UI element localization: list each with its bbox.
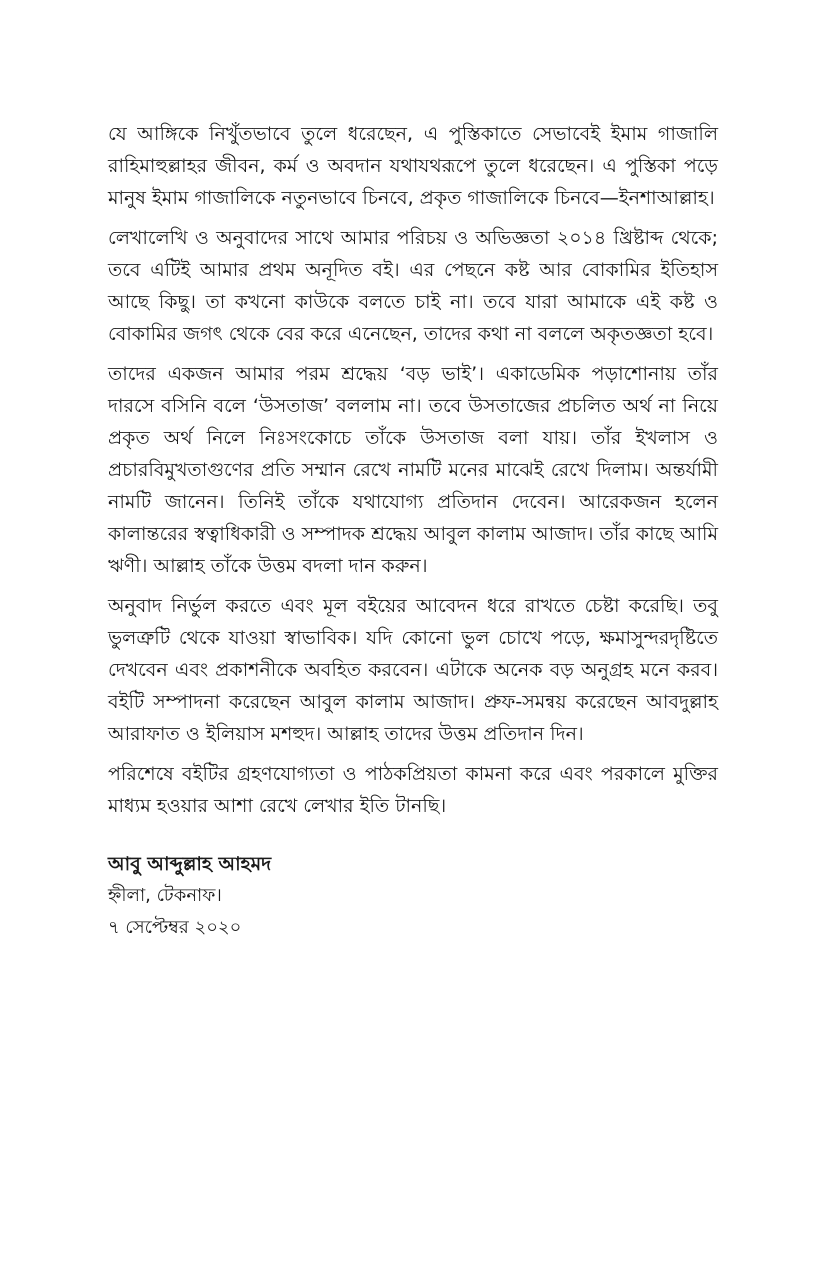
paragraph-closing: পরিশেষে বইটির গ্রহণযোগ্যতা ও পাঠকপ্রিয়তা কামনা করে এবং পরকালে মুক্তির মাধ্যম হওয়ার আশা রেখে লেখার ইতি টানছি। xyxy=(108,763,718,817)
translator-note xyxy=(108,118,718,944)
paragraph-acknowledgement: তাদের একজন আমার পরম শ্রদ্ধেয় ‘বড় ভাই’। একাডেমিক পড়াশোনায় তাঁর দারসে বসিনি বলে ‘উসতাজ’ বললাম না। তবে উসতাজের প্রচলিত অর্থ না নিয়ে প্রকৃত অর্থ নিলে নিঃসংকোচে তাঁকে উসতাজ বলা যায়। তাঁর ইখলাস ও প্রচারবিমুখতাগুণের প্রতি সম্মান রেখে নামটি মনের মাঝেই রেখে দিলাম। অন্তর্যামী নামটি জানেন। তিনিই তাঁকে যথাযোগ্য প্রতিদান দেবেন। আরেকজন হলেন কালান্তরের স্বত্বাধিকারী ও সম্পাদক শ্রদ্ধেয় আবুল কালাম আজাদ। তাঁর কাছে আমি ঋণী। আল্লাহ তাঁকে উত্তম বদলা দান করুন। xyxy=(108,363,718,577)
author-name: আবু আব্দুল্লাহ আহমদ xyxy=(108,853,272,875)
paragraph-translation-experience: লেখালেখি ও অনুবাদের সাথে আমার পরিচয় ও অভিজ্ঞতা ২০১৪ খ্রিষ্টাব্দ থেকে; তবে এটিই আমার প্রথম অনূদিত বই। এর পেছনে কষ্ট আর বোকামির ইতিহাস আছে কিছু। তা কখনো কাউকে বলতে চাই না। তবে যারা আমাকে এই কষ্ট ও বোকামির জগৎ থেকে বের করে এনেছেন, তাদের কথা না বললে অকৃতজ্ঞতা হবে। xyxy=(108,227,718,345)
paragraph-errors-and-editing: অনুবাদ নির্ভুল করতে এবং মূল বইয়ের আবেদন ধরে রাখতে চেষ্টা করেছি। তবু ভুলত্রুটি থেকে যাওয়া স্বাভাবিক। যদি কোনো ভুল চোখে পড়ে, ক্ষমাসুন্দরদৃষ্টিতে দেখবেন এবং প্রকাশনীকে অবহিত করবেন। এটাকে অনেক বড় অনুগ্রহ মনে করব। বইটি সম্পাদনা করেছেন আবুল কালাম আজাদ। প্রুফ-সমন্বয় করেছেন আবদুল্লাহ আরাফাত ও ইলিয়াস মশহুদ। আল্লাহ তাদের উত্তম প্রতিদান দিন। xyxy=(108,595,718,745)
signature-date: ৭ সেপ্টেম্বর ২০২০ xyxy=(108,917,242,938)
paragraph-intro-continuation: যে আঙ্গিকে নিখুঁতভাবে তুলে ধরেছেন, এ পুস্তিকাতে সেভাবেই ইমাম গাজালি রাহিমাহুল্লাহর জীবন, কর্ম ও অবদান যথাযথরূপে তুলে ধরেছেন। এ পুস্তিকা পড়ে মানুষ ইমাম গাজালিকে নতুনভাবে চিনবে, প্রকৃত গাজালিকে চিনবে—ইনশাআল্লাহ। xyxy=(108,123,718,209)
author-place: হ্নীলা, টেকনাফ। xyxy=(108,885,222,906)
signature-block xyxy=(108,848,718,944)
